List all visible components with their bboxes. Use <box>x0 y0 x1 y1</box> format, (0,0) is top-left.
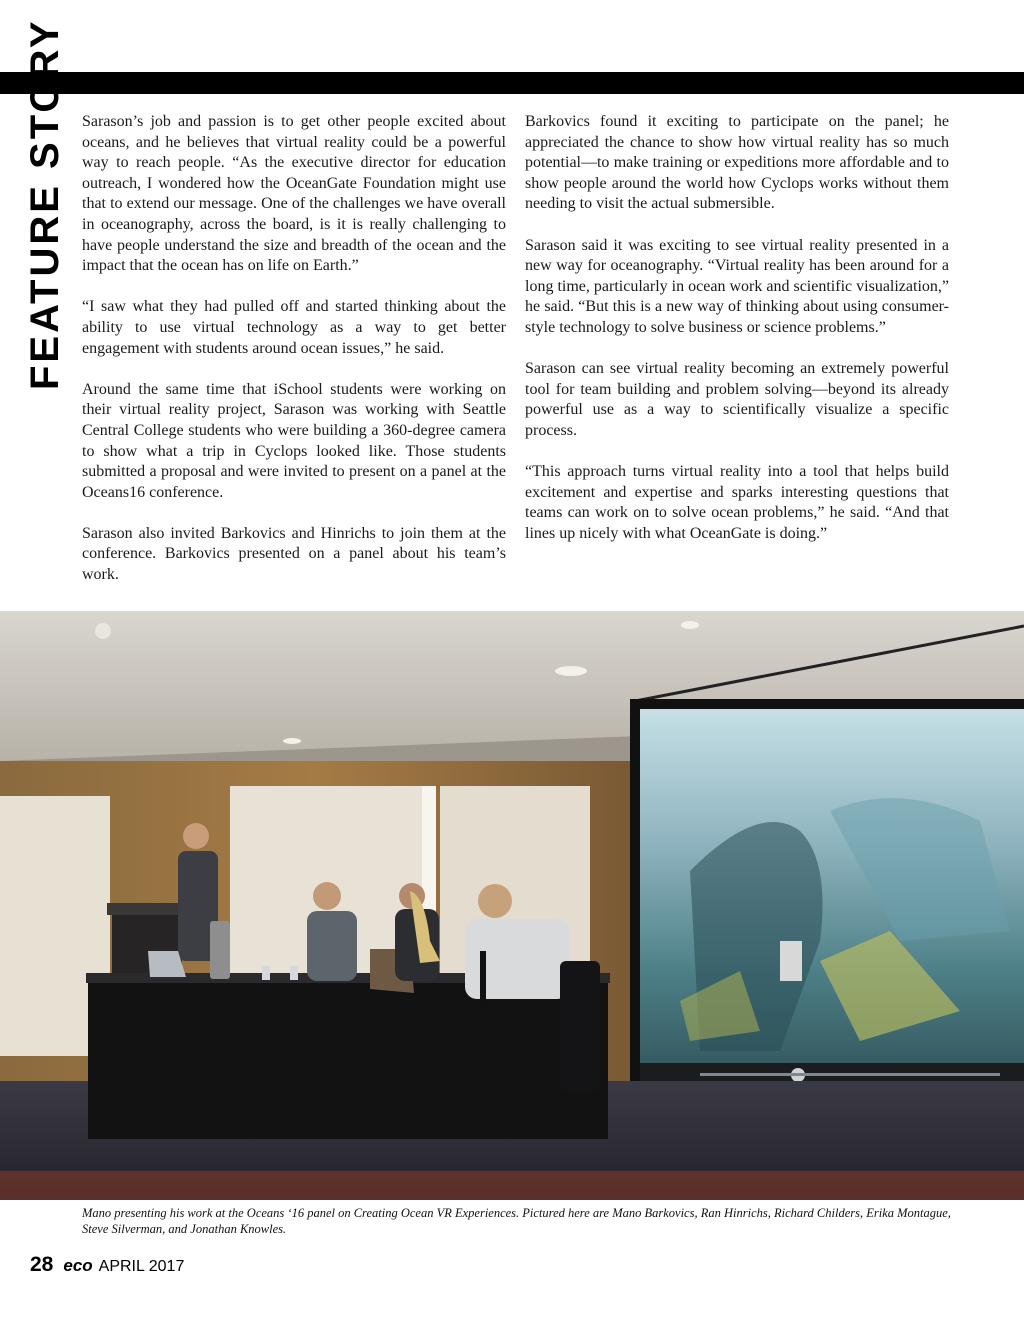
header-rule <box>0 72 1024 94</box>
conference-photo <box>0 611 1024 1200</box>
conference-panel-photo <box>0 611 1024 1200</box>
issue-date: APRIL 2017 <box>98 1258 185 1275</box>
magazine-name: eco <box>63 1256 93 1275</box>
paragraph: Barkovics found it exciting to participate on the panel; he appreciated the chance to show how virtual reality has so much potential—to make training or expeditions more affordable and to show people around the world how Cyclops works without them needing to visit the actual submersible. <box>525 113 949 213</box>
paragraph: Sarason can see virtual reality becoming an extremely powerful tool for team building and problem solving—beyond its already powerful use as a way to scientifically visualize a specific process. <box>525 360 949 439</box>
page-number: 28 <box>30 1253 54 1276</box>
paragraph: “This approach turns virtual reality into a tool that helps build excitement and expertise and sparks interesting questions that teams can work on to solve ocean problems,” he said. “And that lines up nicely with what OceanGate is doing.” <box>525 463 949 542</box>
paragraph: Sarason also invited Barkovics and Hinrichs to join them at the conference. Barkovics presented on a panel about his team’s work. <box>82 524 506 584</box>
right-column <box>525 112 949 565</box>
section-label: FEATURE STORY <box>23 18 67 390</box>
photo-caption: Mano presenting his work at the Oceans ‘16 panel on Creating Ocean VR Experiences. Pictured here are Mano Barkovics, Ran Hinrichs, Richard Childers, Erika Montague, Steve Silverman, and Jonathan Knowles. <box>82 1206 951 1236</box>
page-footer <box>30 1253 184 1277</box>
paragraph: “I saw what they had pulled off and started thinking about the ability to use virtual technology as a way to get better engagement with students around ocean issues,” he said. <box>82 298 506 357</box>
paragraph: Sarason’s job and passion is to get other people excited about oceans, and he believes that virtual reality could be a powerful way to reach people. “As the executive director for education outreach, I wondered how the OceanGate Foundation might use that to extend our message. One of the challenges we have overall in oceanography, across the board, is it is really challenging to have people understand the size and breadth of the ocean and the impact that the ocean has on life on Earth.” <box>82 113 506 275</box>
paragraph: Sarason said it was exciting to see virtual reality presented in a new way for oceanography. “Virtual reality has been around for a long time, particularly in ocean work and scientific visualization,” he said. “But this is a new way of thinking about using consumer-style technology to solve business or science problems.” <box>525 236 949 336</box>
left-column <box>82 112 506 606</box>
paragraph: Around the same time that iSchool students were working on their virtual reality project, Sarason was working with Seattle Central College students who were building a 360-degree camera to show what a trip in Cyclops looked like. Those students submitted a proposal and were invited to present on a panel at the Oceans16 conference. <box>82 380 506 501</box>
